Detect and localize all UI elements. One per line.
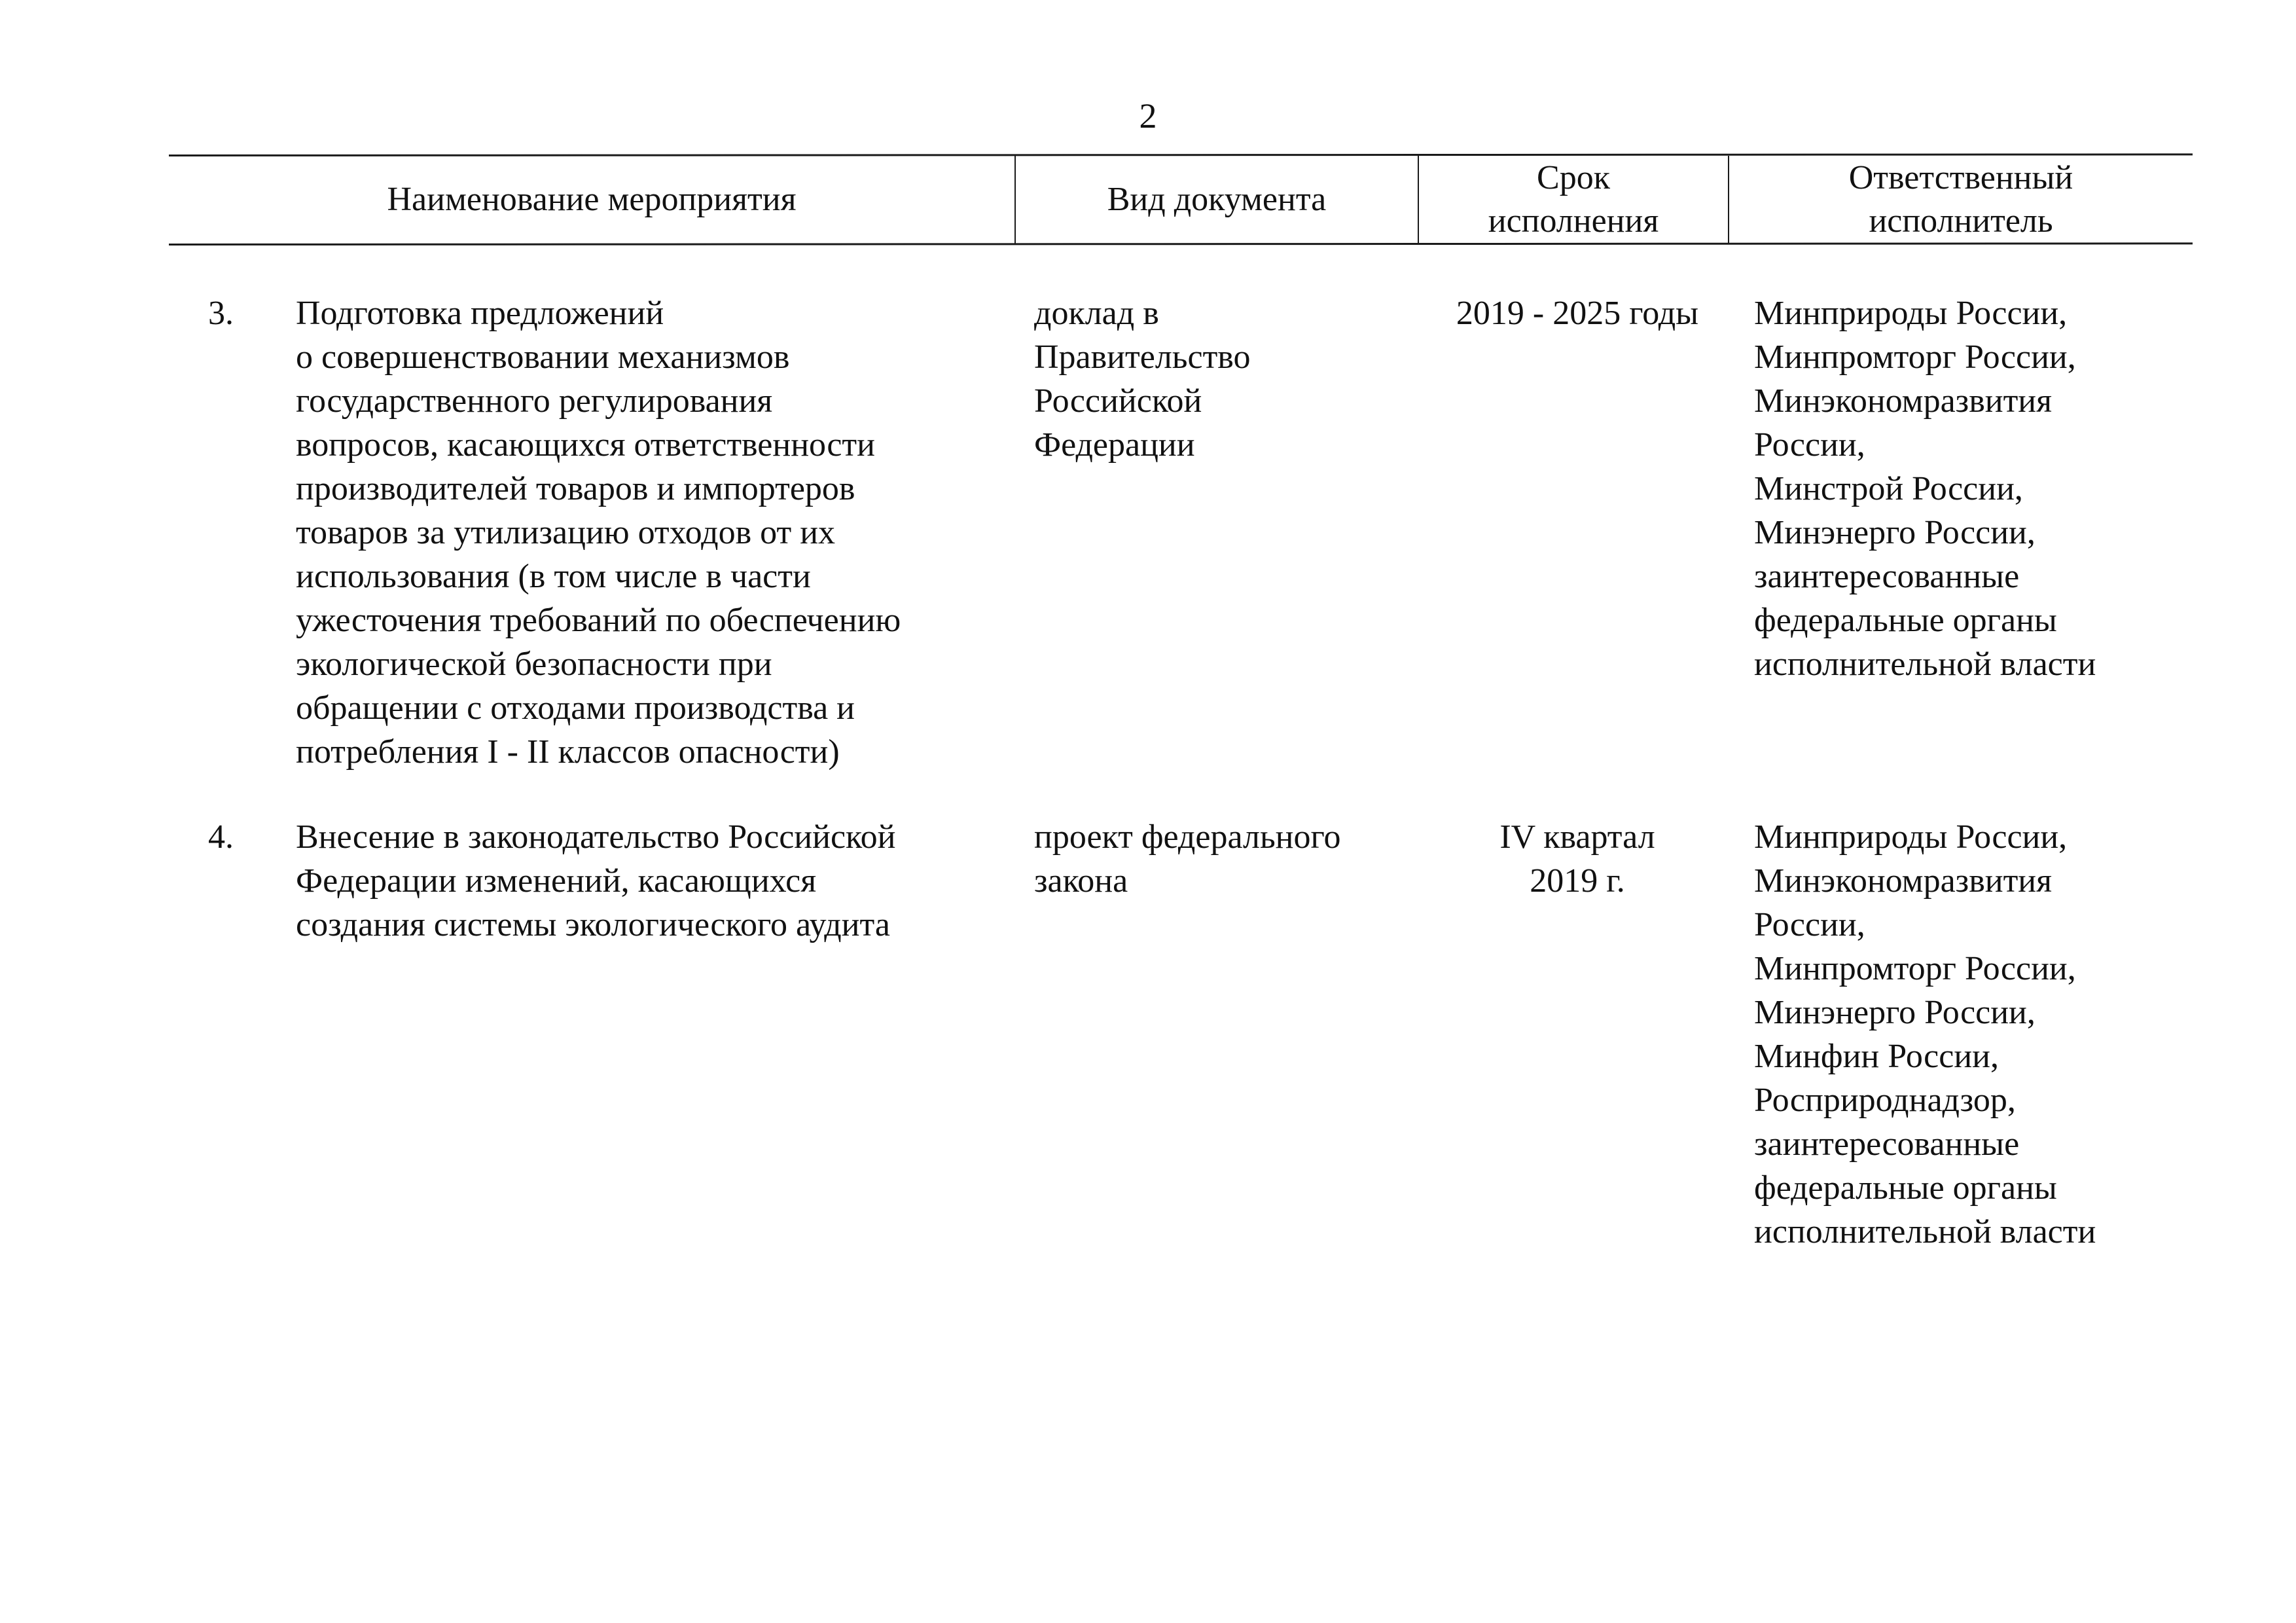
text-line: Федерации изменений, касающихся [296,862,817,900]
row-responsible [1754,291,2251,686]
header-resp-line: Ответственный [1848,159,2073,196]
text-line: Минстрой России, [1754,470,2023,507]
text-line: проект федерального [1034,818,1341,856]
row-number: 4. [208,818,234,856]
page-number: 2 [1139,96,1157,136]
row-responsible [1754,815,2251,1254]
row-number: 3. [208,295,234,332]
header-name-label: Наименование мероприятия [387,181,797,218]
text-line: Минэнерго России, [1754,994,2036,1031]
header-term-line: Срок [1537,159,1610,196]
text-line: создания системы экологического аудита [296,906,890,943]
text-line: Минприроды России, [1754,818,2068,856]
row-term [1427,291,1728,335]
text-line: Российской [1034,382,1202,420]
header-resp-line: исполнитель [1869,202,2053,240]
text-line: Федерации [1034,426,1195,464]
row-term [1427,815,1728,903]
text-line: России, [1754,426,1865,464]
text-line: IV квартал [1499,818,1655,856]
text-line: Минэкономразвития [1754,382,2053,420]
text-line: Правительство [1034,338,1251,376]
text-line: Минфин России, [1754,1038,1999,1075]
text-line: исполнительной власти [1754,1213,2096,1250]
text-line: Минэкономразвития [1754,862,2053,900]
text-line: заинтересованные [1754,558,2020,595]
text-line: Минпромторг России, [1754,338,2076,376]
text-line: Минэнерго России, [1754,514,2036,551]
text-line: производителей товаров и импортеров [296,470,855,507]
text-line: Подготовка предложений [296,295,664,332]
row-doc-type [1034,815,1414,903]
text-line: потребления I - II классов опасности) [296,733,840,771]
text-line: 2019 - 2025 годы [1456,295,1699,332]
text-line: вопросов, касающихся ответственности [296,426,875,464]
text-line: федеральные органы [1754,1169,2057,1207]
text-line: Минпромторг России, [1754,950,2076,987]
row-doc-type [1034,291,1414,467]
text-line: заинтересованные [1754,1125,2020,1163]
text-line: федеральные органы [1754,602,2057,639]
text-line: Минприроды России, [1754,295,2068,332]
text-line: о совершенствовании механизмов [296,338,790,376]
row-name [296,815,1016,947]
text-line: Внесение в законодательство Российской [296,818,896,856]
header-term [1419,156,1728,244]
text-line: использования (в том числе в части [296,558,811,595]
header-doc [1016,156,1418,244]
text-line: ужесточения требований по обеспечению [296,602,901,639]
text-line: товаров за утилизацию отходов от их [296,514,836,551]
text-line: закона [1034,862,1128,900]
header-doc-label: Вид документа [1107,181,1327,218]
text-line: государственного регулирования [296,382,773,420]
text-line: 2019 г. [1530,862,1625,900]
text-line: России, [1754,906,1865,943]
text-line: доклад в [1034,295,1159,332]
header-name [169,156,1014,244]
text-line: обращении с отходами производства и [296,689,855,727]
row-name [296,291,1016,774]
header-term-line: исполнения [1488,202,1659,240]
text-line: экологической безопасности при [296,646,772,683]
text-line: исполнительной власти [1754,646,2096,683]
text-line: Росприроднадзор, [1754,1082,2016,1119]
header-resp [1729,156,2193,244]
